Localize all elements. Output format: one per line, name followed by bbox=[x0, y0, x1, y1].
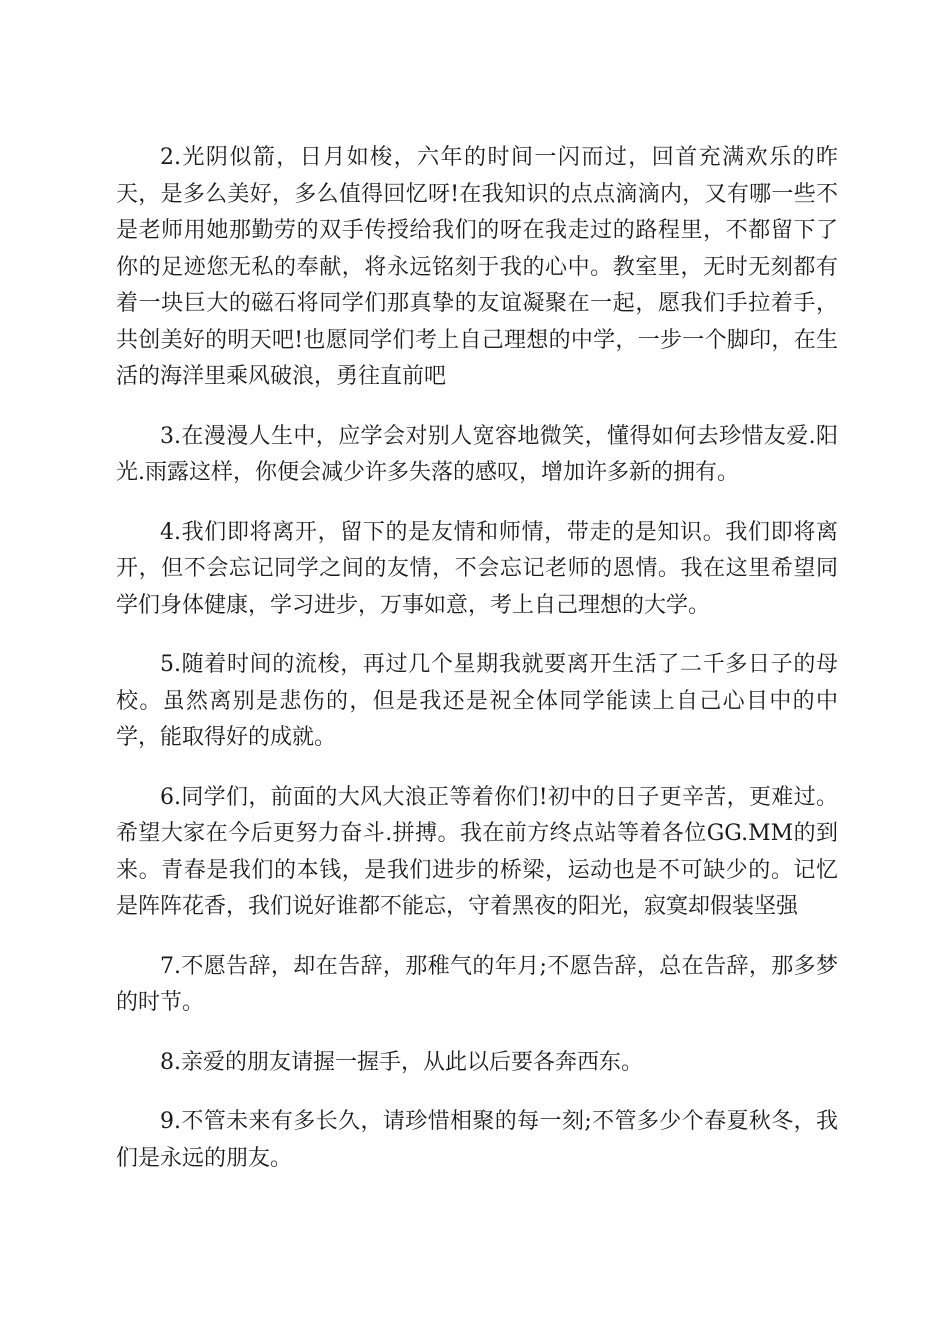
paragraph-7: 7.不愿告辞，却在告辞，那稚气的年月;不愿告辞，总在告辞，那多梦的时节。 bbox=[116, 953, 838, 1015]
paragraph-9: 9.不管未来有多长久，请珍惜相聚的每一刻;不管多少个春夏秋冬，我们是永远的朋友。 bbox=[116, 1109, 838, 1171]
paragraph-2: 2.光阴似箭，日月如梭，六年的时间一闪而过，回首充满欢乐的昨天，是多么美好，多么值得回忆呀!在我知识的点点滴滴内，又有哪一些不是老师用她那勤劳的双手传授给我们的呀在我走过的路程里，不都留下了你的足迹您无私的奉献，将永远铭刻于我的心中。教室里，无时无刻都有着一块巨大的磁石将同学们那真挚的友谊凝聚在一起，愿我们手拉着手，共创美好的明天吧!也愿同学们考上自己理想的中学，一步一个脚印，在生活的海洋里乘风破浪，勇往直前吧 bbox=[116, 145, 838, 389]
paragraph-6: 6.同学们，前面的大风大浪正等着你们!初中的日子更辛苦，更难过。希望大家在今后更努力奋斗.拼搏。我在前方终点站等着各位GG.MM的到来。青春是我们的本钱，是我们进步的桥梁，运动也是不可缺少的。记忆是阵阵花香，我们说好谁都不能忘，守着黑夜的阳光，寂寞却假装坚强 bbox=[116, 784, 838, 919]
paragraph-3: 3.在漫漫人生中，应学会对别人宽容地微笑，懂得如何去珍惜友爱.阳光.雨露这样，你便会减少许多失落的感叹，增加许多新的拥有。 bbox=[116, 423, 838, 485]
paragraph-8: 8.亲爱的朋友请握一握手，从此以后要各奔西东。 bbox=[160, 1049, 643, 1075]
paragraph-4: 4.我们即将离开，留下的是友情和师情，带走的是知识。我们即将离开，但不会忘记同学之间的友情，不会忘记老师的恩情。我在这里希望同学们身体健康，学习进步，万事如意，考上自己理想的大学。 bbox=[116, 519, 838, 618]
paragraph-5: 5.随着时间的流梭，再过几个星期我就要离开生活了二千多日子的母校。虽然离别是悲伤的，但是我还是祝全体同学能读上自己心目中的中学，能取得好的成就。 bbox=[116, 652, 838, 750]
